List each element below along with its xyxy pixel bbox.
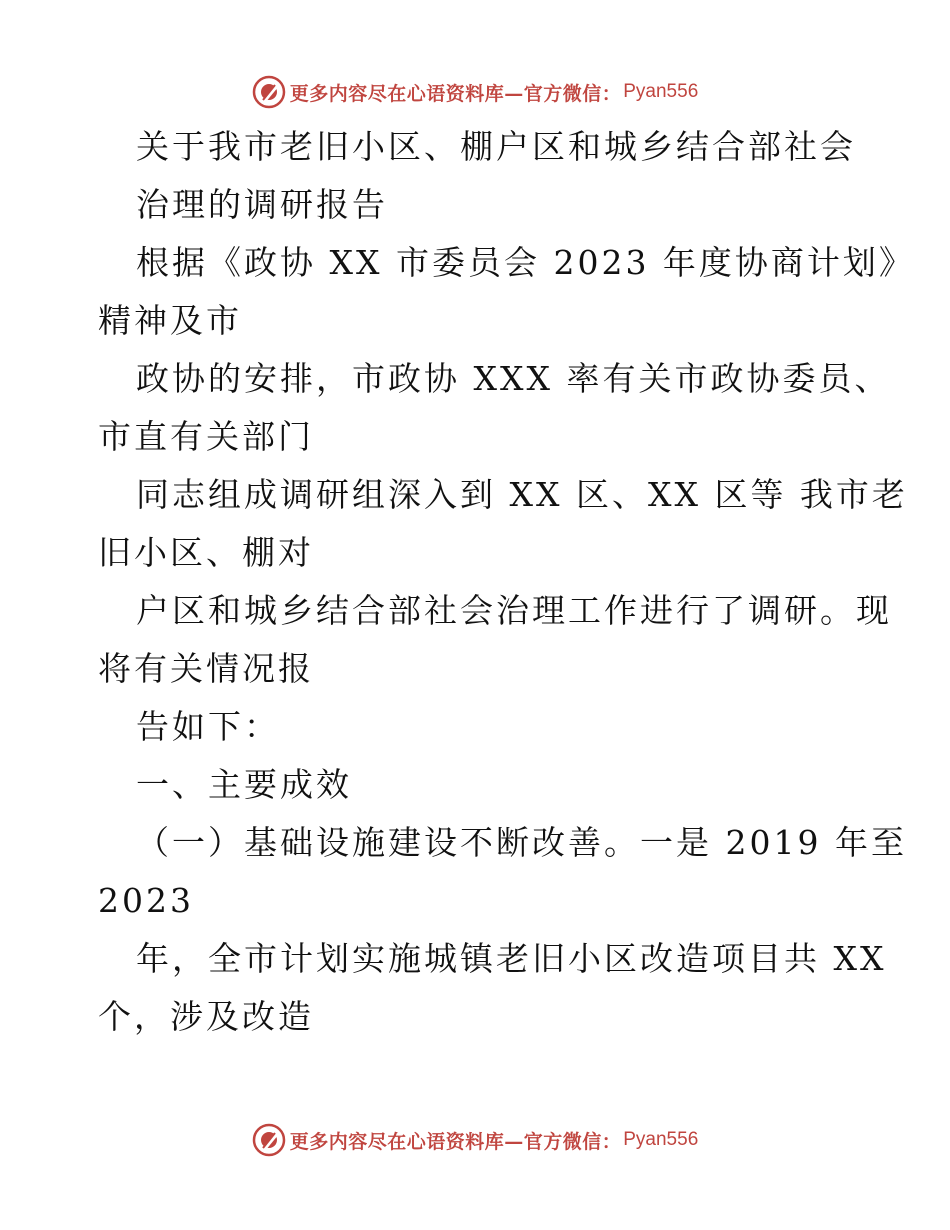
text-line: 精神及市 [98, 301, 242, 340]
text-line: 根据《政协 XX 市委员会 2023 年度协商计划》 [136, 243, 915, 282]
text-line: （一）基础设施建设不断改善。一是 2019 年至 [136, 823, 907, 862]
text-line: 治理的调研报告 [136, 185, 388, 224]
text-line: 将有关情况报 [98, 649, 314, 688]
text-line: 户区和城乡结合部社会治理工作进行了调研。现 [136, 591, 892, 630]
text-line: 政协的安排，市政协 XXX 率有关市政协委员、 [136, 359, 891, 398]
section-heading: 一、主要成效 [136, 765, 352, 804]
text-line: 告如下： [136, 707, 280, 746]
banner-wechat-id: Pyan556 [623, 81, 699, 102]
banner-text: 更多内容尽在心语资料库—官方微信： [289, 1130, 622, 1153]
banner-text: 更多内容尽在心语资料库—官方微信： [289, 82, 622, 105]
text-line: 2023 [98, 881, 194, 920]
text-line: 旧小区、棚对 [98, 533, 314, 572]
text-line: 个，涉及改造 [98, 997, 314, 1036]
brand-logo-icon [252, 1123, 286, 1157]
text-line: 年，全市计划实施城镇老旧小区改造项目共 XX [136, 939, 887, 978]
text-line: 市直有关部门 [98, 417, 314, 456]
brand-logo-icon [252, 75, 286, 109]
header-watermark-banner [0, 72, 950, 112]
document-body [98, 118, 915, 1046]
text-line: 关于我市老旧小区、棚户区和城乡结合部社会 [136, 127, 856, 166]
footer-watermark-banner [0, 1120, 950, 1160]
banner-wechat-id: Pyan556 [623, 1129, 699, 1150]
text-line: 同志组成调研组深入到 XX 区、XX 区等 我市老 [136, 475, 908, 514]
